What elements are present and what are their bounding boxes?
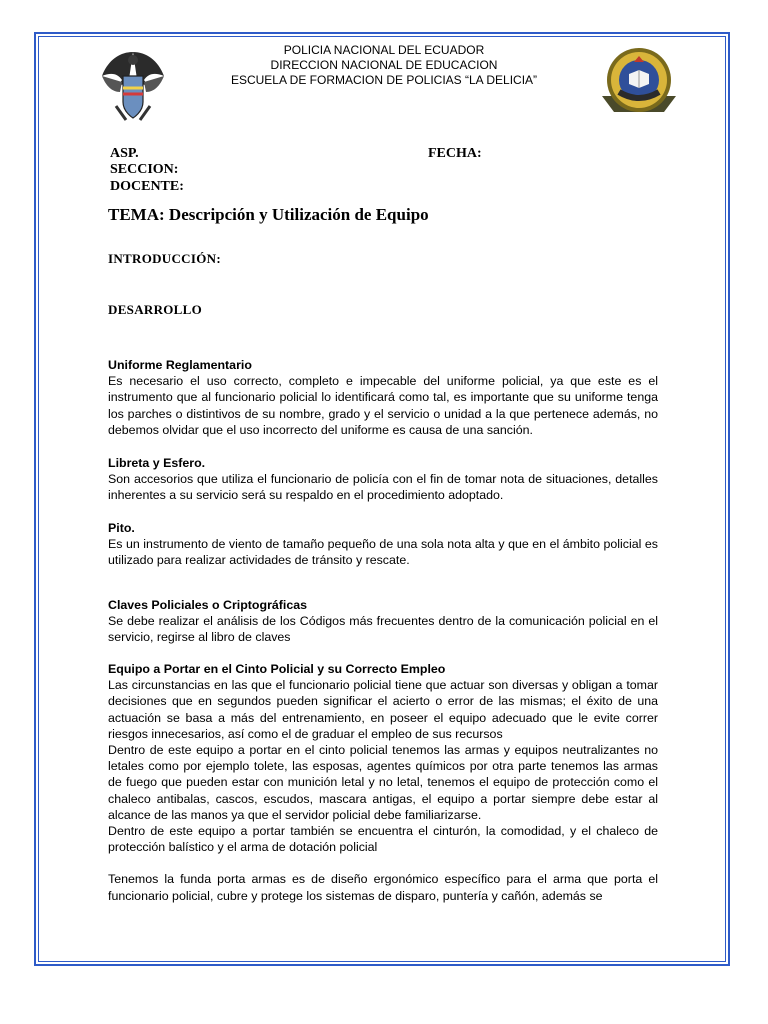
section-equipo — [108, 661, 658, 904]
section-paragraph-3: Dentro de este equipo a portar también se encuentra el cinturón, la comodidad, y el chaleco de protección balístico y el arma de dotación policial — [108, 824, 658, 855]
desarrollo-heading: DESARROLLO — [108, 302, 203, 317]
section-paragraph-2: Dentro de este equipo a portar en el cinto policial tenemos las armas y equipos neutralizantes no letales como por ejemplo tolete, las esposas, agentes químicos por otra parte tenemos las armas de fuego que pueden estar con munición letal y no letal, tenemos el equipo de protección como el chaleco antibalas, cascos, escudos, mascara antigas, el equipo a portar siempre debe estar al alcance de las manos ya que el servidor policial debe familiarizarse. — [108, 743, 658, 822]
section-pito — [108, 520, 658, 569]
introduccion-heading: INTRODUCCIÓN: — [108, 251, 221, 266]
fecha-label: FECHA: — [428, 146, 482, 161]
section-title: Claves Policiales o Criptográficas — [108, 598, 308, 612]
header — [150, 43, 618, 88]
header-line-1: POLICIA NACIONAL DEL ECUADOR — [283, 43, 485, 57]
asp-label: ASP. — [110, 146, 139, 161]
section-paragraph: Es un instrumento de viento de tamaño pequeño de una sola nota alta y que en el ámbito policial es utilizado para realizar actividades de tránsito y rescate. — [108, 537, 658, 568]
section-paragraph: Son accesorios que utiliza el funcionario de policía con el fin de tomar nota de situaciones, detalles inherentes a su servicio será su respaldo en el procedimiento adoptado. — [108, 472, 658, 503]
section-title: Equipo a Portar en el Cinto Policial y su Correcto Empleo — [108, 662, 446, 676]
section-uniforme — [108, 357, 658, 438]
header-line-2: DIRECCION NACIONAL DE EDUCACION — [270, 58, 498, 72]
section-libreta — [108, 455, 658, 504]
seccion-label: SECCION: — [110, 162, 179, 177]
docente-label: DOCENTE: — [110, 179, 184, 194]
tema-heading: TEMA: Descripción y Utilización de Equipo — [108, 205, 429, 224]
section-paragraph-4: Tenemos la funda porta armas es de diseño ergonómico específico para el arma que porta el funcionario policial, cubre y protege los sistemas de disparo, puntería y cañón, además se — [108, 872, 658, 903]
section-paragraph: Se debe realizar el análisis de los Códigos más frecuentes dentro de la comunicación policial en el servicio, regirse al libro de claves — [108, 614, 658, 645]
section-paragraph: Es necesario el uso correcto, completo e impecable del uniforme policial, ya que este es el instrumento que al funcionario policial lo identificará como tal, es importante que su uniforme tenga los parches o distintivos de su nombre, grado y el servicio o unidad a la que pertenece además, no debemos olvidar que el uso incorrecto del uniforme es causa de una sanción. — [108, 374, 658, 437]
section-title: Libreta y Esfero. — [108, 456, 206, 470]
section-paragraph-1: Las circunstancias en las que el funcionario policial tiene que actuar son diversas y obligan a tomar decisiones que en segundos pueden significar el acierto o error de las mismas; el éxito de una actuación se basa a más del entrenamiento, en poseer el equipo adecuado que le evite correr riesgos innecesarios, así como el de graduar el empleo de sus recursos — [108, 678, 658, 741]
section-title: Uniforme Reglamentario — [108, 358, 252, 372]
section-claves — [108, 597, 658, 646]
police-academy-round-seal-icon — [594, 40, 684, 124]
header-line-3: ESCUELA DE FORMACION DE POLICIAS “LA DELICIA” — [230, 73, 538, 87]
section-title: Pito. — [108, 521, 135, 535]
